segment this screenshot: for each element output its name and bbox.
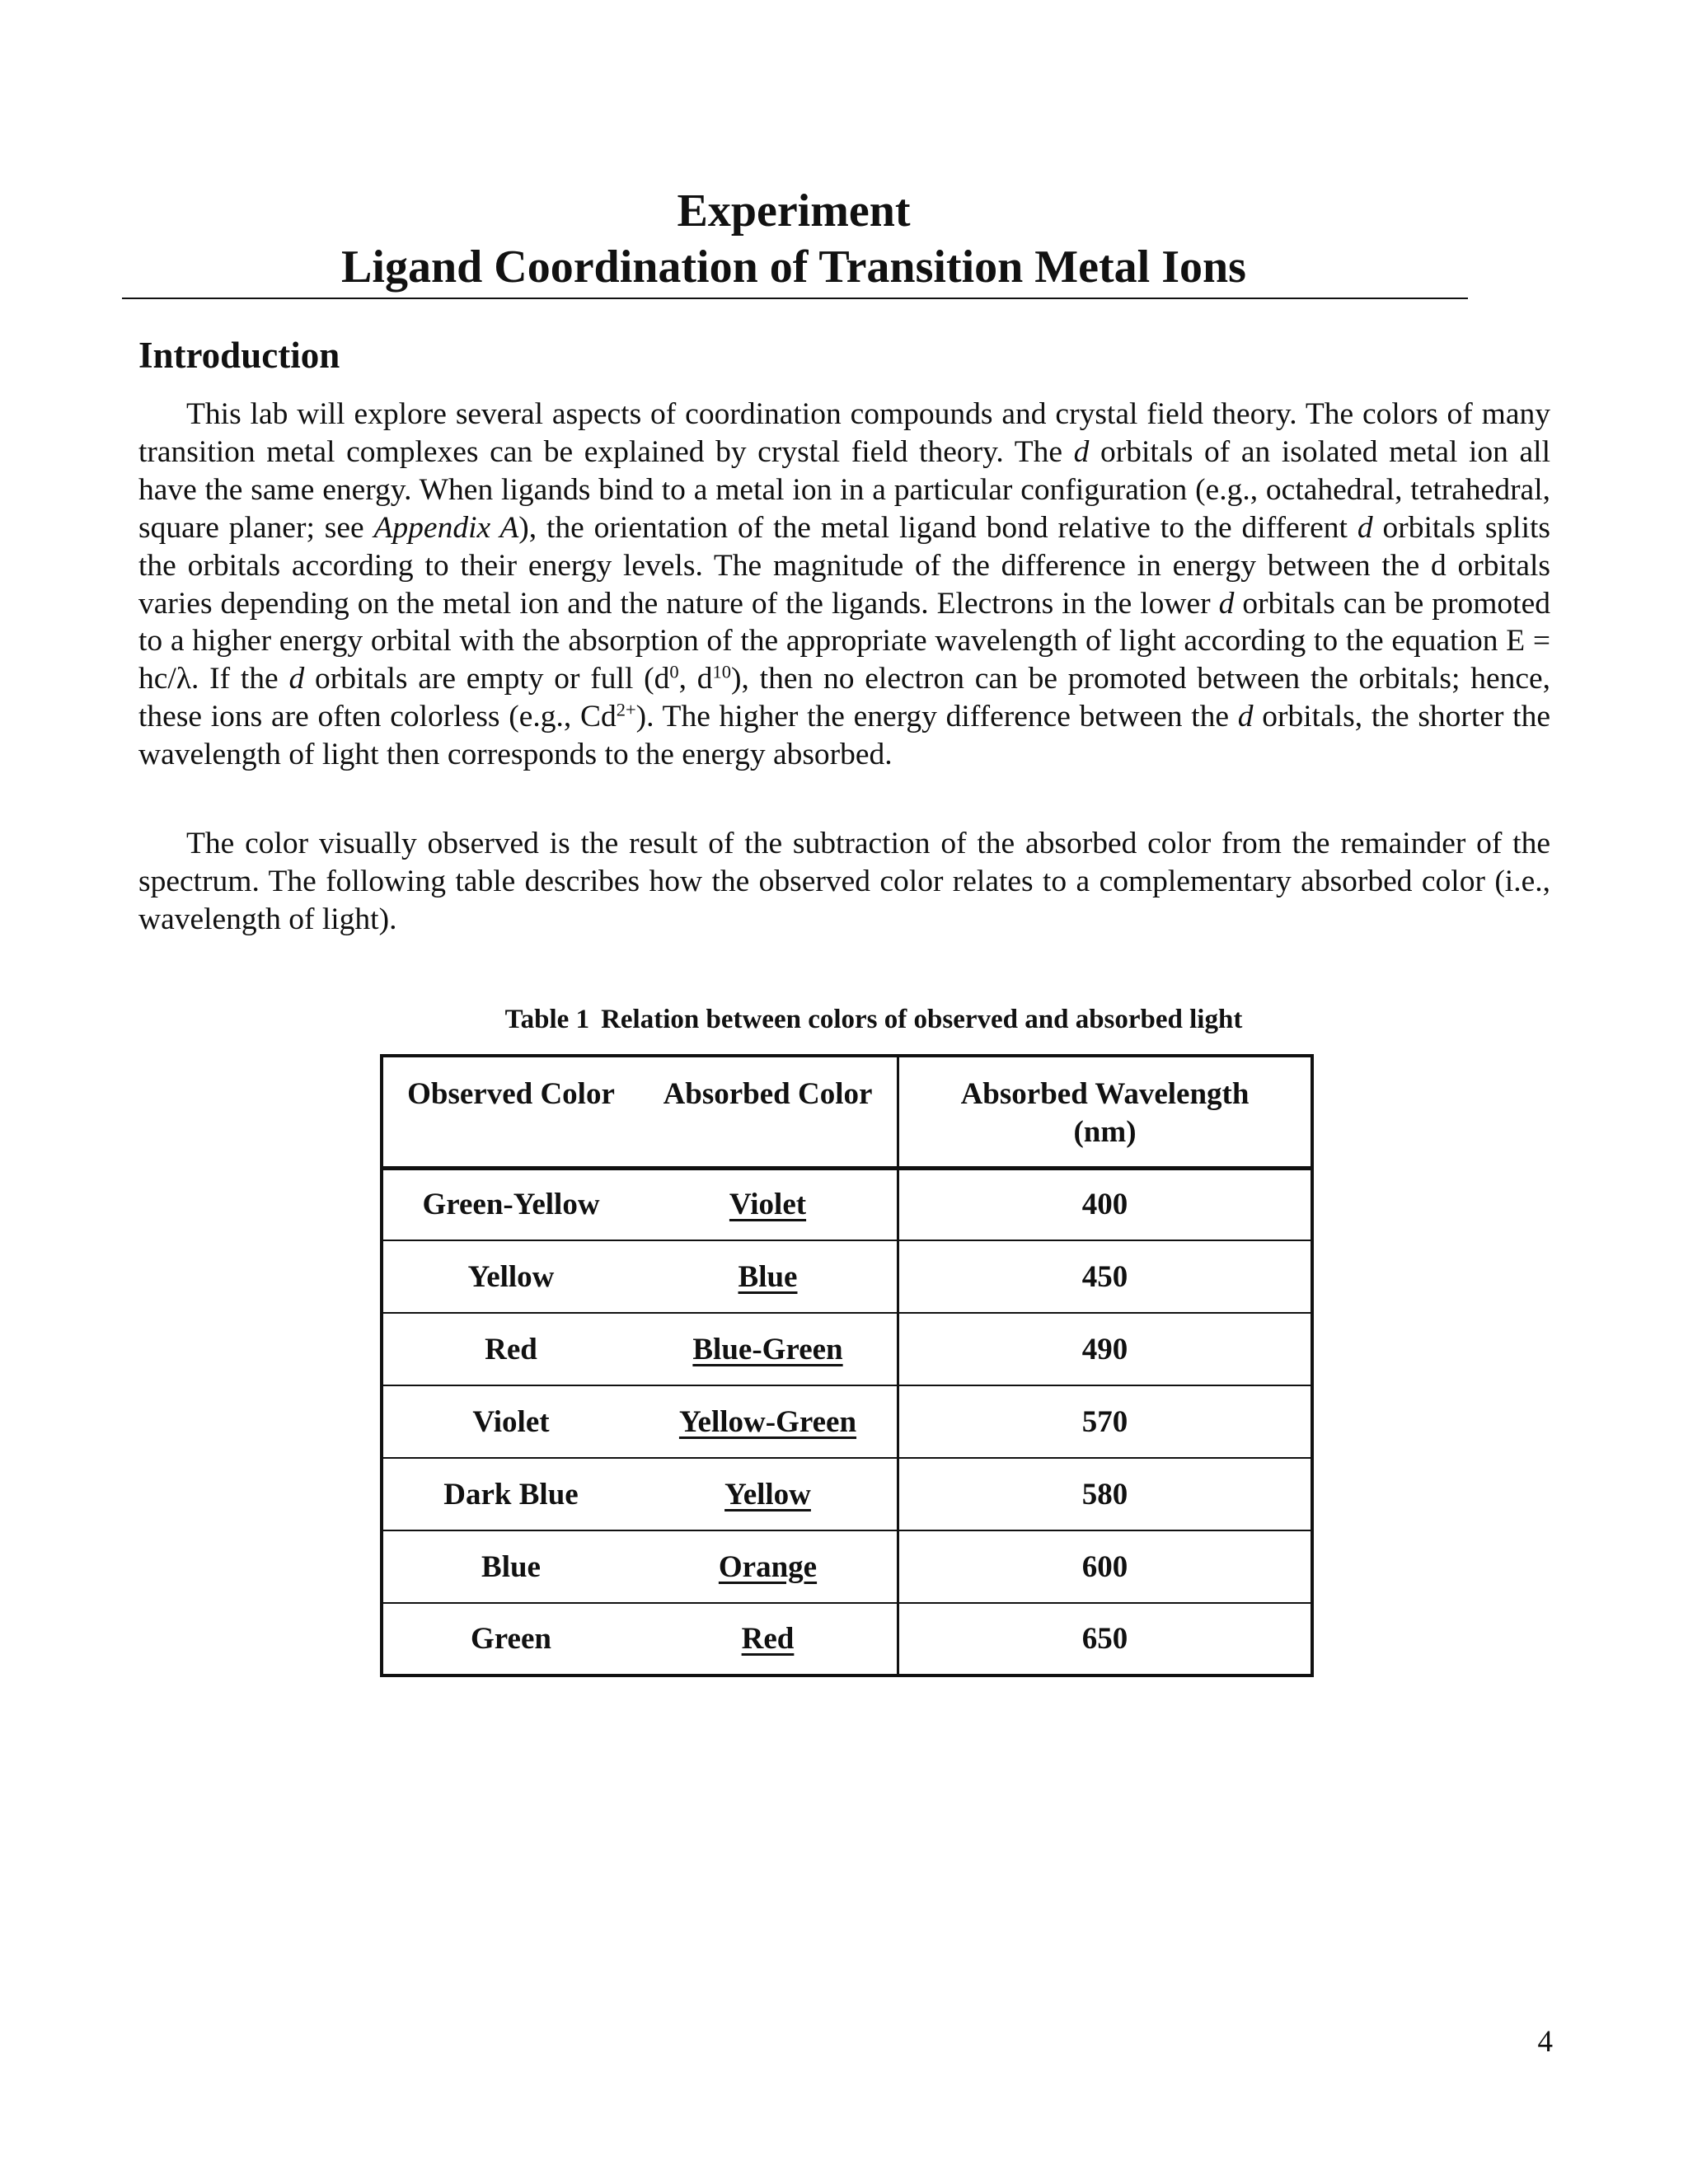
cell-absorbed [639,1385,898,1458]
table-row [382,1603,1312,1675]
title-divider [122,298,1468,299]
intro-paragraph-1 [138,396,1550,774]
document-title [122,183,1465,295]
italic-d: d [1218,586,1235,621]
header-observed-color: Observed Color [382,1056,639,1168]
table-caption [379,1003,1368,1036]
table-row [382,1240,1312,1313]
cell-wavelength: 450 [898,1240,1313,1313]
italic-d: d [1073,434,1090,469]
cell-wavelength: 600 [898,1530,1313,1603]
section-heading-introduction: Introduction [138,335,340,376]
italic-d: d [288,662,305,696]
text-run: , d [678,662,713,696]
text-run: orbitals can be promoted to a higher energy orbital with the absorption of the appropriate wavelength of light according to the equation E = hc/λ. If the [138,586,1550,696]
cell-observed: Yellow [382,1240,639,1313]
cell-absorbed [639,1603,898,1675]
absorbed-color-text: Yellow [724,1477,811,1511]
header-wavelength-line2: (nm) [1073,1115,1137,1149]
cell-observed: Blue [382,1530,639,1603]
table-row [382,1168,1312,1240]
page-number: 4 [1537,2025,1553,2059]
cell-wavelength: 400 [1081,1188,1128,1222]
appendix-reference: Appendix A [373,510,519,545]
absorbed-color-text: Yellow-Green [678,1404,857,1439]
cell-observed: Red [382,1313,639,1385]
text-run: orbitals splits the orbitals according to their energy levels. The magnitude of the difference in energy between the d orbitals varies depending on the metal ion and the nature of the ligands. Electrons in the lower [138,510,1551,621]
table-header-row [382,1056,1312,1168]
cell-wavelength: 490 [898,1313,1313,1385]
cell-observed: Violet [382,1385,639,1458]
intro-paragraph-2: The color visually observed is the result of the subtraction of the absorbed color from the remainder of the spectrum. The following table describes how the observed color relates to a complementary absorbed color (i.e., wavelength of light). [138,827,1550,936]
cell-absorbed [639,1168,898,1240]
absorbed-color-text: Blue [738,1259,798,1294]
absorbed-color-text: Orange [718,1549,818,1584]
superscript-10: 10 [712,661,732,682]
absorbed-color-text: Violet [729,1188,807,1222]
table-row [382,1458,1312,1530]
cell-wavelength: 570 [898,1385,1313,1458]
cell-absorbed [639,1240,898,1313]
italic-d: d [1357,510,1373,545]
text-run: orbitals of an isolated metal ion all have the same energy. When ligands bind to a metal ion in a particular configuration (e.g., octahedral, tetrahedral, square planer; see [138,434,1550,545]
cell-observed: Green [382,1603,639,1675]
text-run: ), then no electron can be promoted between the orbitals; hence, these ions are often colorless (e.g., Cd [138,662,1551,734]
italic-d: d [1237,700,1254,734]
cell-absorbed [639,1313,898,1385]
absorbed-color-text: Blue-Green [692,1332,843,1366]
cell-wavelength: 650 [898,1603,1313,1675]
cell-absorbed [639,1530,898,1603]
text-run: orbitals, the shorter the wavelength of light then corresponds to the energy absorbed. [138,700,1550,772]
superscript-charge: 2+ [616,699,636,720]
title-line-1: Experiment [677,185,911,237]
table-row [382,1313,1312,1385]
header-absorbed-color: Absorbed Color [639,1056,898,1168]
color-relation-table [380,1054,1314,1677]
title-line-2: Ligand Coordination of Transition Metal Ions [341,241,1246,293]
table-row [382,1530,1312,1603]
table-caption-text: Relation between colors of observed and absorbed light [601,1005,1243,1034]
cell-wavelength: 580 [898,1458,1313,1530]
text-run: This lab will explore several aspects of coordination compounds and crystal field theory. The colors of many transition metal complexes can be explained by crystal field theory. The [138,397,1550,469]
absorbed-color-text: Red [741,1622,795,1656]
superscript-0: 0 [669,661,679,682]
header-absorbed-wavelength [898,1056,1313,1168]
header-wavelength-line1: Absorbed Wavelength [960,1077,1250,1111]
cell-observed: Dark Blue [382,1458,639,1530]
text-run: ). The higher the energy difference between the [635,700,1238,734]
table-caption-number: Table 1 [504,1005,590,1034]
text-run: ), the orientation of the metal ligand bond relative to the different [518,510,1357,545]
text-run: orbitals are empty or full (d [304,662,670,696]
cell-observed: Green-Yellow [422,1188,600,1222]
table-row [382,1385,1312,1458]
cell-absorbed [639,1458,898,1530]
